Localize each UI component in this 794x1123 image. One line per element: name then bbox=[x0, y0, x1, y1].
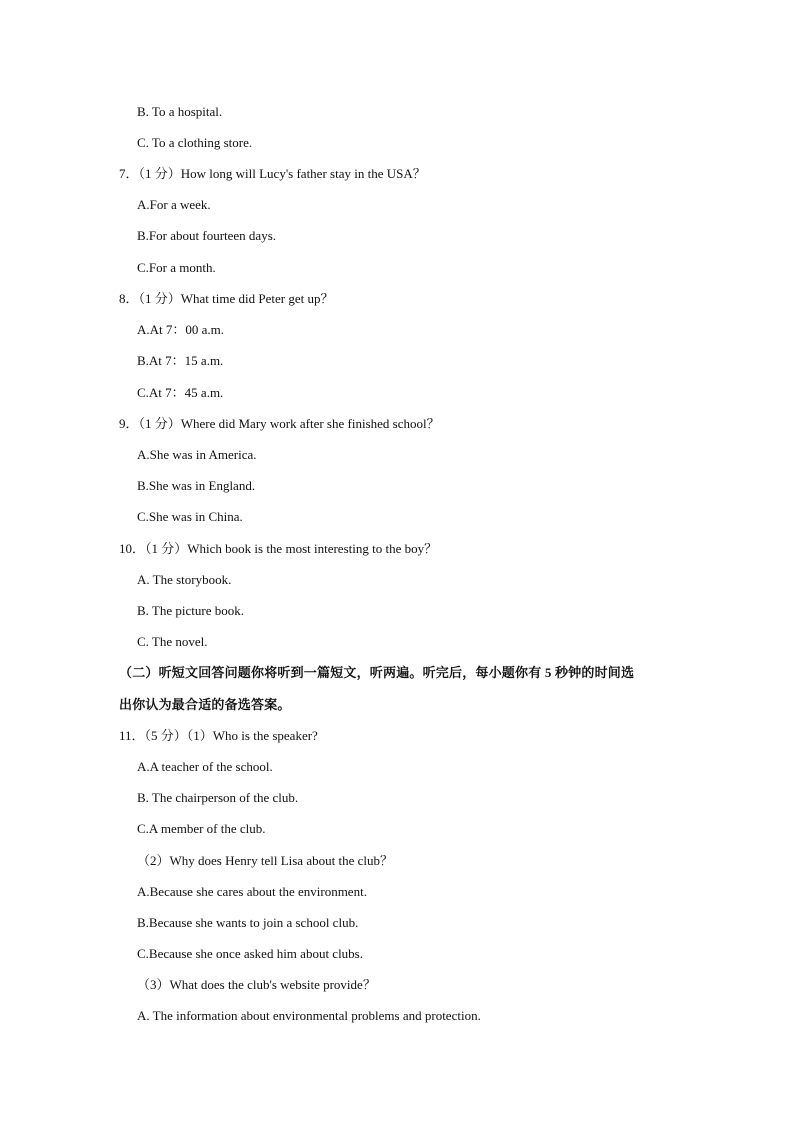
option-7b: B.For about fourteen days. bbox=[137, 228, 277, 243]
option-11-1a: A.A teacher of the school. bbox=[137, 759, 273, 774]
option-11-1b: B. The chairperson of the club. bbox=[137, 790, 299, 805]
option-11-2c: C.Because she once asked him about clubs. bbox=[137, 946, 363, 961]
option-9a: A.She was in America. bbox=[137, 447, 257, 462]
option-9b: B.She was in England. bbox=[137, 478, 256, 493]
section-heading-line-1: （二）听短文回答问题你将听到一篇短文，听两遍。听完后，每小题你有 5 秒钟的时间选 bbox=[119, 665, 635, 680]
option-10a: A. The storybook. bbox=[137, 572, 232, 587]
option-6b: B. To a hospital. bbox=[137, 104, 223, 119]
option-7a: A.For a week. bbox=[137, 197, 211, 212]
question-10: 10．（1 分）Which book is the most interesting to the boy？ bbox=[119, 541, 438, 556]
subquestion-11-2: （2）Why does Henry tell Lisa about the club？ bbox=[137, 853, 393, 868]
option-9c: C.She was in China. bbox=[137, 509, 243, 524]
option-10b: B. The picture book. bbox=[137, 603, 244, 618]
question-7: 7．（1 分）How long will Lucy's father stay in the USA？ bbox=[119, 166, 426, 181]
option-11-2b: B.Because she wants to join a school club. bbox=[137, 915, 359, 930]
option-8b: B.At 7：15 a.m. bbox=[137, 353, 224, 368]
question-8: 8．（1 分）What time did Peter get up？ bbox=[119, 291, 334, 306]
section-heading-line-2: 出你认为最合适的备选答案。 bbox=[119, 697, 291, 712]
option-11-3a: A. The information about environmental problems and protection. bbox=[137, 1008, 481, 1023]
option-11-1c: C.A member of the club. bbox=[137, 821, 266, 836]
option-10c: C. The novel. bbox=[137, 634, 208, 649]
question-9: 9．（1 分）Where did Mary work after she finished school？ bbox=[119, 416, 440, 431]
question-11: 11．（5 分）（1）Who is the speaker? bbox=[119, 728, 318, 743]
option-8a: A.At 7：00 a.m. bbox=[137, 322, 225, 337]
option-11-2a: A.Because she cares about the environment. bbox=[137, 884, 367, 899]
subquestion-11-3: （3）What does the club's website provide？ bbox=[137, 977, 376, 992]
option-8c: C.At 7：45 a.m. bbox=[137, 385, 224, 400]
option-6c: C. To a clothing store. bbox=[137, 135, 253, 150]
option-7c: C.For a month. bbox=[137, 260, 216, 275]
